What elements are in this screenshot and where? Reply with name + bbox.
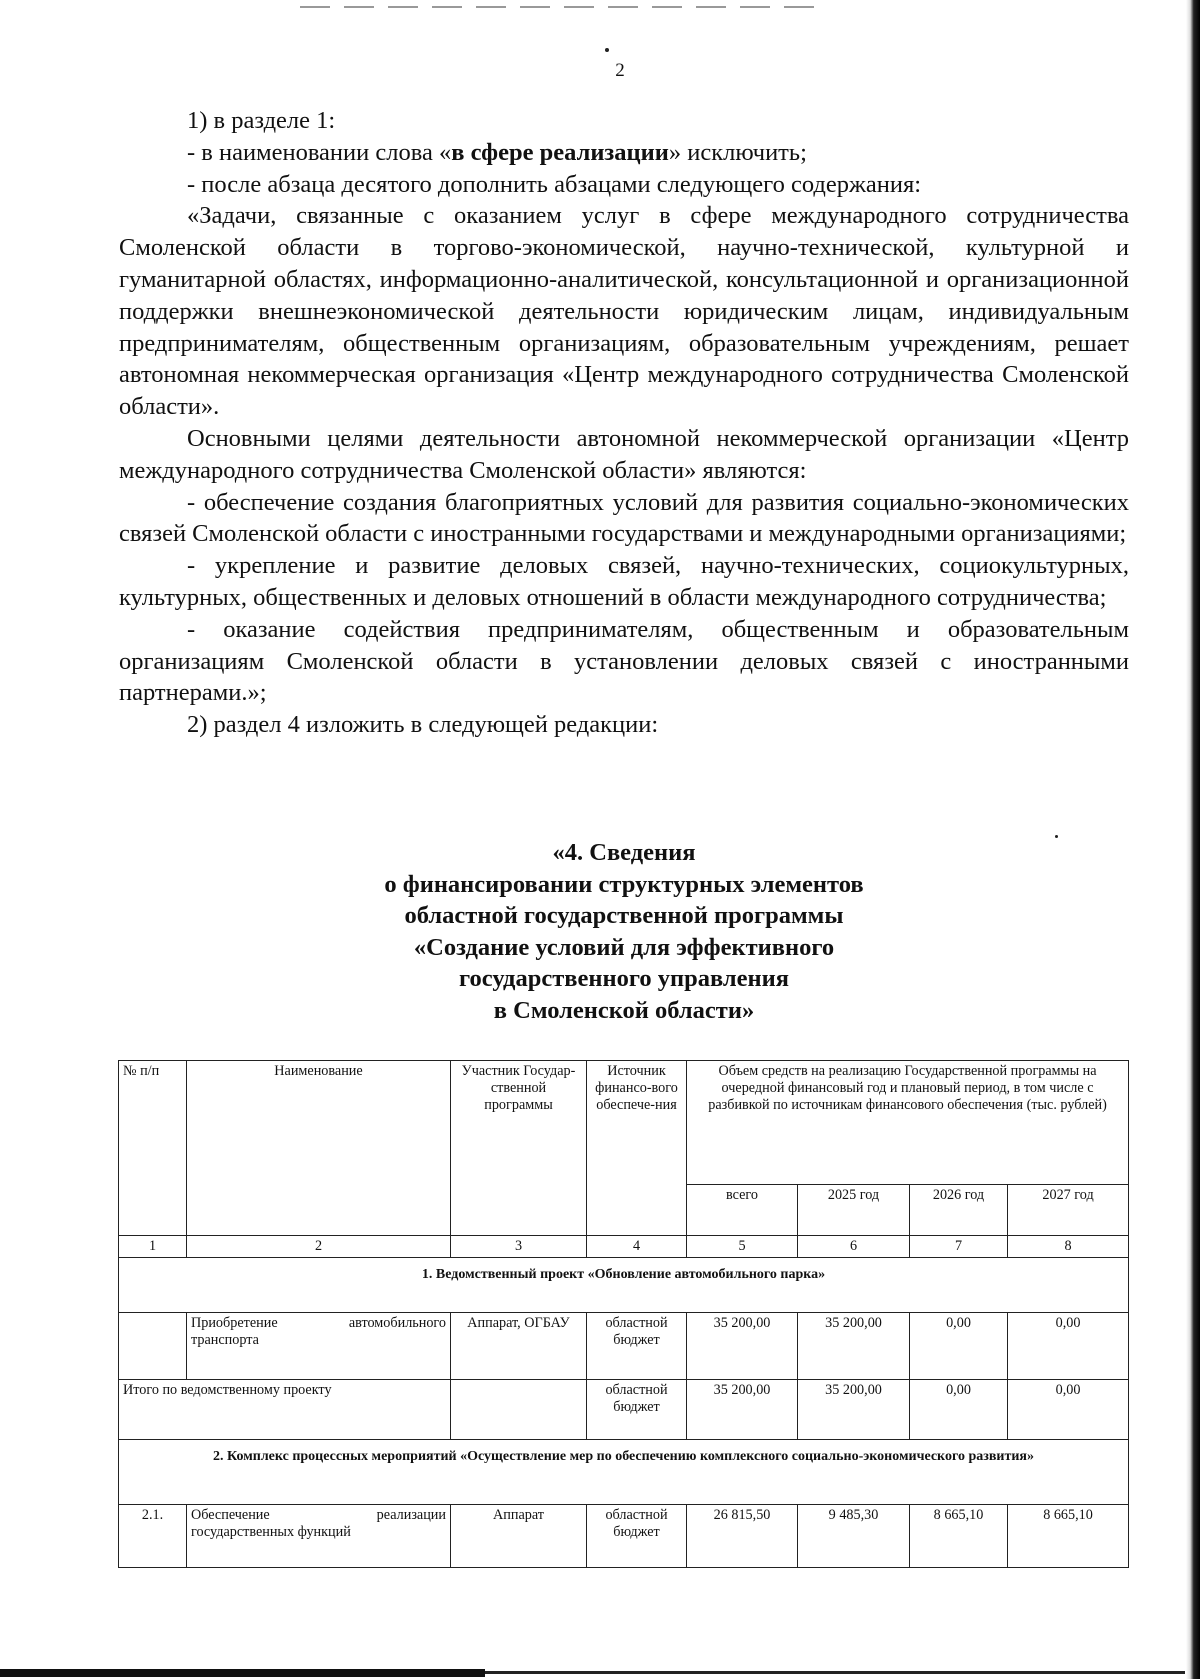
paragraph: Основными целями деятельности автономной некоммерческой организации «Центр международного сотрудничества Смоленской области» являются:	[119, 424, 1129, 484]
column-numbers-row	[119, 1236, 1129, 1258]
col-number: 1	[119, 1236, 187, 1258]
section-title: 2. Комплекс процессных мероприятий «Осуществление мер по обеспечению комплексного социально-экономического развития»	[119, 1440, 1129, 1505]
heading-line: в Смоленской области»	[493, 996, 755, 1024]
header-name: Наименование	[187, 1061, 451, 1236]
header-2027: 2027 год	[1008, 1184, 1129, 1235]
heading-line: о финансировании структурных элементов	[384, 870, 864, 898]
bold-phrase: в сфере реализации	[451, 138, 669, 166]
section-row	[119, 1258, 1129, 1313]
heading-line: «4. Сведения	[552, 839, 696, 866]
section-row	[119, 1440, 1129, 1505]
header-total: всего	[687, 1184, 798, 1235]
header-2026: 2026 год	[910, 1184, 1008, 1235]
financing-table	[118, 1060, 1129, 1568]
header-2025: 2025 год	[798, 1184, 910, 1235]
heading-line: «Создание условий для эффективного	[413, 933, 835, 961]
cell-2025: 35 200,00	[798, 1313, 910, 1380]
paragraph: - в наименовании слова «в сфере реализации» исключить;	[187, 138, 807, 166]
subtotal-row	[119, 1380, 1129, 1440]
scan-artifact-right-edge	[1186, 0, 1200, 1679]
cell-source: областной бюджет	[587, 1380, 687, 1440]
cell-participant	[451, 1380, 587, 1440]
col-number: 8	[1008, 1236, 1129, 1258]
scan-artifact-bottom	[0, 1665, 1200, 1679]
col-number: 7	[910, 1236, 1008, 1258]
paragraph: - оказание содействия предпринимателям, общественным и образовательным организациям Смоленской области в установлении деловых связей с иностранными партнерами.»;	[119, 615, 1129, 707]
paragraph: - обеспечение создания благоприятных условий для развития социально-экономических связей Смоленской области с иностранными государствами и международными организациями;	[119, 488, 1129, 548]
paragraph: 1) в разделе 1:	[187, 107, 336, 134]
cell-total: 35 200,00	[687, 1313, 798, 1380]
cell-2025: 35 200,00	[798, 1380, 910, 1440]
cell-2027: 0,00	[1008, 1380, 1129, 1440]
paragraph: 2) раздел 4 изложить в следующей редакции:	[187, 711, 659, 739]
cell-2027: 8 665,10	[1008, 1505, 1129, 1568]
cell-total: 35 200,00	[687, 1380, 798, 1440]
cell-name: Приобретение автомобильного транспорта	[187, 1313, 451, 1380]
table-row	[119, 1313, 1129, 1380]
section-title: 1. Ведомственный проект «Обновление автомобильного парка»	[119, 1258, 1129, 1313]
paragraph: - укрепление и развитие деловых связей, научно-технических, социокультурных, культурных, общественных и деловых отношений в области международного сотрудничества;	[119, 552, 1129, 611]
section-heading	[119, 837, 1129, 1027]
col-number: 5	[687, 1236, 798, 1258]
cell-participant: Аппарат, ОГБАУ	[451, 1313, 587, 1380]
table-header-row	[119, 1061, 1129, 1185]
page-number: 2	[615, 60, 625, 81]
cell-name: Обеспечение реализации государственных функций	[187, 1505, 451, 1568]
col-number: 6	[798, 1236, 910, 1258]
col-number: 3	[451, 1236, 587, 1258]
cell-2026: 0,00	[910, 1380, 1008, 1440]
cell-2026: 0,00	[910, 1313, 1008, 1380]
cell-source: областной бюджет	[587, 1505, 687, 1568]
heading-line: государственного управления	[459, 965, 789, 993]
cell-num: 2.1.	[119, 1505, 187, 1568]
body-text	[119, 105, 1129, 741]
scan-artifact-top	[300, 6, 820, 8]
table-row	[119, 1505, 1129, 1568]
header-volume: Объем средств на реализацию Государственной программы на очередной финансовый год и плановый период, в том числе с разбивкой по источникам финансового обеспечения (тыс. рублей)	[687, 1061, 1129, 1185]
paragraph: - после абзаца десятого дополнить абзацами следующего содержания:	[187, 170, 922, 198]
cell-num	[119, 1313, 187, 1380]
cell-2026: 8 665,10	[910, 1505, 1008, 1568]
header-source: Источник финансо-вого обеспече-ния	[587, 1061, 687, 1236]
scan-speck	[605, 48, 609, 52]
col-number: 4	[587, 1236, 687, 1258]
col-number: 2	[187, 1236, 451, 1258]
header-participant: Участник Государ-ственной программы	[451, 1061, 587, 1236]
paragraph: «Задачи, связанные с оказанием услуг в сфере международного сотрудничества Смоленской области в торгово-экономической, научно-технической, культурной и гуманитарной областях, информационно-аналитической, консультационной и организационной поддержки внешнеэкономической деятельности юридическим лицам, индивидуальным предпринимателям, общественным организациям, образовательным учреждениям, решает автономная некоммерческая организация «Центр международного сотрудничества Смоленской области».	[119, 202, 1129, 421]
cell-subtotal-label: Итого по ведомственному проекту	[119, 1380, 451, 1440]
cell-2025: 9 485,30	[798, 1505, 910, 1568]
heading-line: областной государственной программы	[404, 902, 844, 930]
header-num: № п/п	[119, 1061, 187, 1236]
cell-total: 26 815,50	[687, 1505, 798, 1568]
cell-participant: Аппарат	[451, 1505, 587, 1568]
cell-source: областной бюджет	[587, 1313, 687, 1380]
cell-2027: 0,00	[1008, 1313, 1129, 1380]
